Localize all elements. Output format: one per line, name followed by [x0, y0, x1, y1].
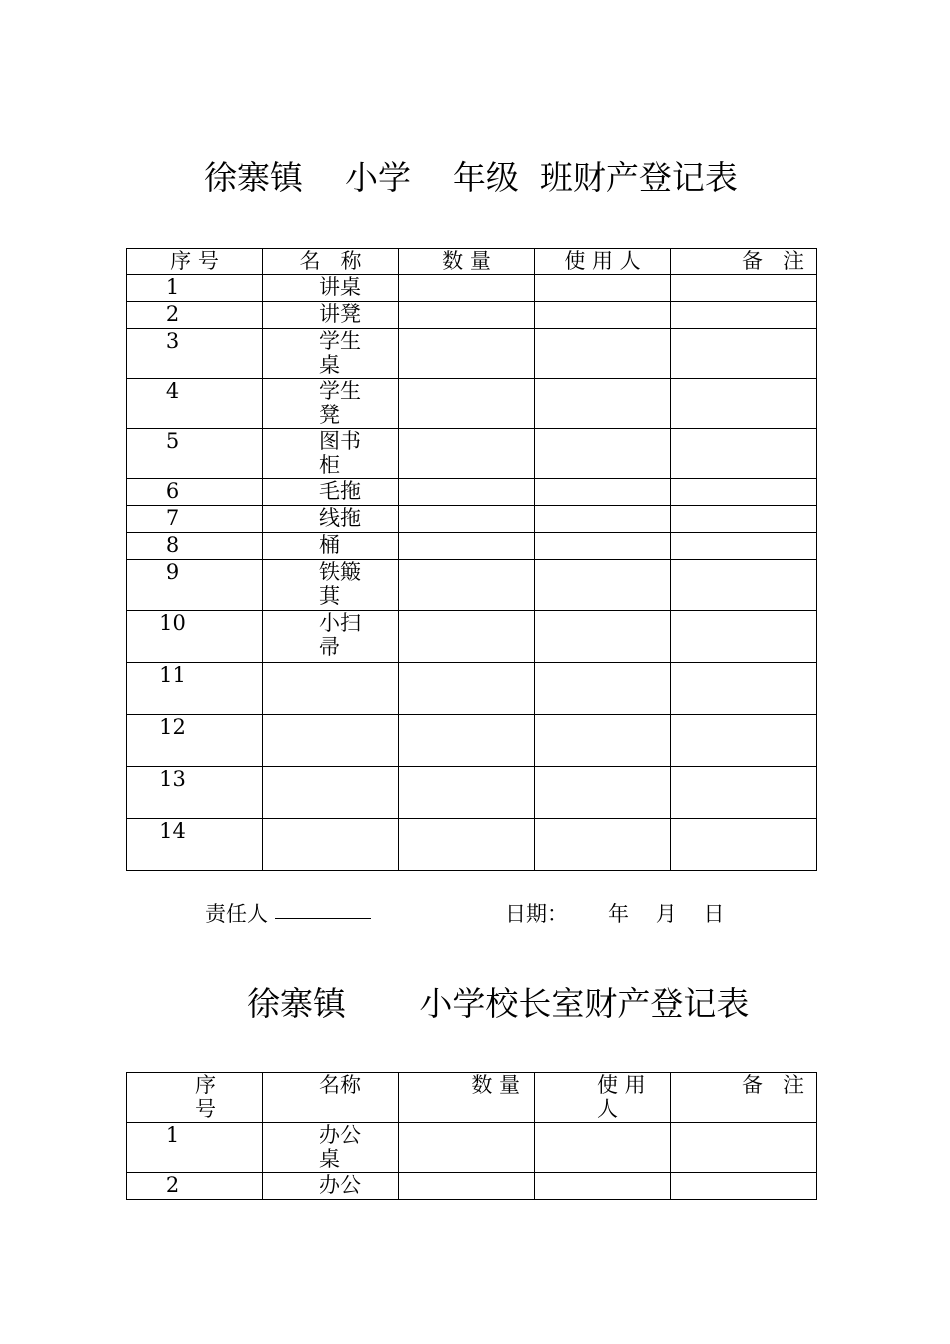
row-user	[535, 819, 671, 871]
row-user	[535, 1173, 671, 1200]
row-quantity	[399, 479, 535, 506]
table-row	[127, 611, 817, 663]
row-number: 1	[127, 275, 263, 302]
row-name	[263, 663, 399, 715]
row-quantity	[399, 560, 535, 611]
row-user	[535, 663, 671, 715]
header-name: 名 称	[263, 249, 399, 275]
table-row	[127, 329, 817, 379]
row-name: 办公	[263, 1173, 399, 1200]
row-number: 5	[127, 429, 263, 479]
row-name: 小扫帚	[263, 611, 399, 663]
row-number: 10	[127, 611, 263, 663]
header-quantity: 数 量	[399, 1073, 535, 1123]
row-user	[535, 479, 671, 506]
row-quantity	[399, 663, 535, 715]
row-remarks	[671, 1123, 817, 1173]
header-no: 序号	[127, 1073, 263, 1123]
row-number: 12	[127, 715, 263, 767]
row-number: 6	[127, 479, 263, 506]
row-remarks	[671, 663, 817, 715]
row-quantity	[399, 533, 535, 560]
table-row	[127, 1123, 817, 1173]
table-row	[127, 715, 817, 767]
row-user	[535, 560, 671, 611]
row-remarks	[671, 429, 817, 479]
row-user	[535, 1123, 671, 1173]
table-row	[127, 533, 817, 560]
office-property-table	[126, 1072, 817, 1200]
row-number: 4	[127, 379, 263, 429]
row-user	[535, 329, 671, 379]
header-no: 序 号	[127, 249, 263, 275]
header-remarks: 备 注	[671, 249, 817, 275]
row-name: 铁簸萁	[263, 560, 399, 611]
row-remarks	[671, 533, 817, 560]
row-name: 讲凳	[263, 302, 399, 329]
row-remarks	[671, 819, 817, 871]
table-row	[127, 767, 817, 819]
row-quantity	[399, 429, 535, 479]
row-name: 线拖	[263, 506, 399, 533]
row-number: 14	[127, 819, 263, 871]
table-row	[127, 663, 817, 715]
responsible-person-line	[275, 918, 371, 919]
row-remarks	[671, 479, 817, 506]
row-quantity	[399, 819, 535, 871]
form-title-class: 徐寨镇 小学 年级 班财产登记表	[204, 158, 738, 197]
table-row	[127, 819, 817, 871]
row-quantity	[399, 379, 535, 429]
table-row	[127, 560, 817, 611]
row-number: 11	[127, 663, 263, 715]
row-user	[535, 533, 671, 560]
row-name	[263, 819, 399, 871]
table-row	[127, 275, 817, 302]
table-header-row	[127, 1073, 817, 1123]
row-name: 办公桌	[263, 1123, 399, 1173]
table-row	[127, 1173, 817, 1200]
header-name: 名称	[263, 1073, 399, 1123]
row-quantity	[399, 275, 535, 302]
row-number: 7	[127, 506, 263, 533]
row-number: 13	[127, 767, 263, 819]
form-title-principal-office: 徐寨镇 小学校长室财产登记表	[247, 984, 750, 1023]
row-remarks	[671, 329, 817, 379]
row-number: 8	[127, 533, 263, 560]
row-remarks	[671, 379, 817, 429]
row-user	[535, 429, 671, 479]
row-name	[263, 767, 399, 819]
row-quantity	[399, 1123, 535, 1173]
row-quantity	[399, 715, 535, 767]
table-row	[127, 302, 817, 329]
row-quantity	[399, 1173, 535, 1200]
header-user: 使 用 人	[535, 1073, 671, 1123]
row-user	[535, 379, 671, 429]
row-remarks	[671, 611, 817, 663]
row-user	[535, 302, 671, 329]
date-label: 日期： 年 月 日	[505, 902, 725, 926]
row-name: 毛拖	[263, 479, 399, 506]
row-quantity	[399, 302, 535, 329]
row-name: 学生桌	[263, 329, 399, 379]
row-remarks	[671, 1173, 817, 1200]
row-quantity	[399, 767, 535, 819]
row-name: 图书柜	[263, 429, 399, 479]
row-quantity	[399, 506, 535, 533]
row-remarks	[671, 506, 817, 533]
header-user: 使 用 人	[535, 249, 671, 275]
table-header-row	[127, 249, 817, 275]
row-name: 讲桌	[263, 275, 399, 302]
class-property-table	[126, 248, 817, 871]
row-name	[263, 715, 399, 767]
row-user	[535, 767, 671, 819]
row-remarks	[671, 560, 817, 611]
responsible-person-label: 责任人	[205, 902, 268, 926]
row-number: 2	[127, 302, 263, 329]
table-row	[127, 379, 817, 429]
row-remarks	[671, 715, 817, 767]
table-row	[127, 479, 817, 506]
row-remarks	[671, 767, 817, 819]
row-user	[535, 611, 671, 663]
header-quantity: 数 量	[399, 249, 535, 275]
row-number: 2	[127, 1173, 263, 1200]
table-row	[127, 429, 817, 479]
row-remarks	[671, 275, 817, 302]
row-user	[535, 715, 671, 767]
row-number: 3	[127, 329, 263, 379]
row-quantity	[399, 611, 535, 663]
row-user	[535, 506, 671, 533]
row-quantity	[399, 329, 535, 379]
row-user	[535, 275, 671, 302]
table-row	[127, 506, 817, 533]
row-number: 1	[127, 1123, 263, 1173]
row-remarks	[671, 302, 817, 329]
header-remarks: 备 注	[671, 1073, 817, 1123]
row-name: 桶	[263, 533, 399, 560]
row-number: 9	[127, 560, 263, 611]
row-name: 学生凳	[263, 379, 399, 429]
